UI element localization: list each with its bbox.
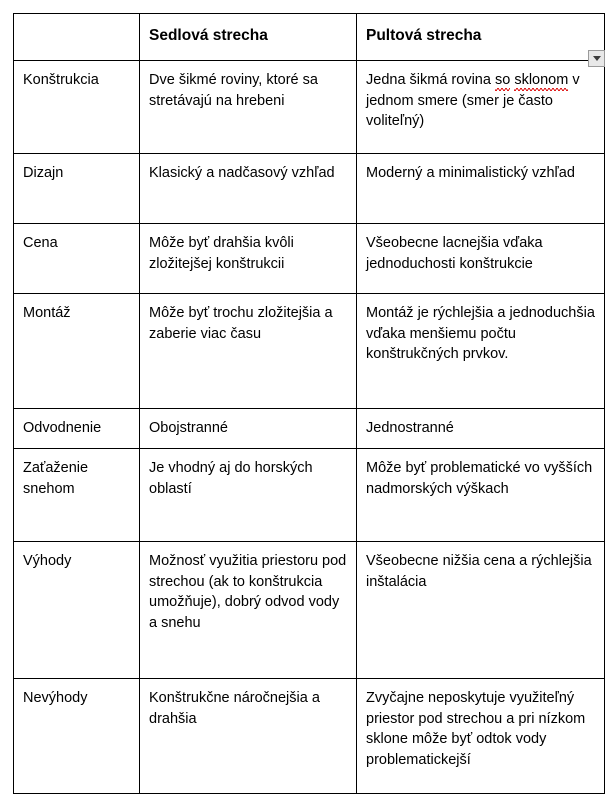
row-label-zatazenie-snehom: Zaťaženie snehom	[14, 449, 140, 542]
table-header-row	[14, 14, 605, 61]
cell-montaz-sedlova: Môže byť trochu zložitejšia a zaberie viac času	[140, 294, 357, 409]
row-label-vyhody: Výhody	[14, 542, 140, 679]
row-label-montaz: Montáž	[14, 294, 140, 409]
spellcheck-word-sklonom: sklonom	[514, 72, 569, 88]
cell-zatazenie-pultova: Môže byť problematické vo vyšších nadmorských výškach	[357, 449, 605, 542]
cell-vyhody-sedlova: Možnosť využitia priestoru pod strechou (ak to konštrukcia umožňuje), dobrý odvod vody a snehu	[140, 542, 357, 679]
table-row	[14, 61, 605, 154]
table-row	[14, 449, 605, 542]
row-label-konstrukcia: Konštrukcia	[14, 61, 140, 154]
cell-odvodnenie-sedlova: Obojstranné	[140, 409, 357, 449]
roof-comparison-table	[13, 13, 605, 794]
cell-nevyhody-pultova: Zvyčajne neposkytuje využiteľný priestor pod strechou a pri nízkom sklone môže byť odtok vody problematickejší	[357, 679, 605, 794]
cell-dizajn-pultova: Moderný a minimalistický vzhľad	[357, 154, 605, 224]
row-label-nevyhody: Nevýhody	[14, 679, 140, 794]
cell-nevyhody-sedlova: Konštrukčne náročnejšia a drahšia	[140, 679, 357, 794]
table-row	[14, 294, 605, 409]
table-row	[14, 154, 605, 224]
row-label-dizajn: Dizajn	[14, 154, 140, 224]
table-row	[14, 542, 605, 679]
cell-konstrukcia-sedlova: Dve šikmé roviny, ktoré sa stretávajú na hrebeni	[140, 61, 357, 154]
header-cell-pultova: Pultová strecha	[357, 14, 605, 61]
cell-zatazenie-sedlova: Je vhodný aj do horských oblastí	[140, 449, 357, 542]
caret-glyph	[593, 56, 601, 61]
cell-cena-sedlova: Môže byť drahšia kvôli zložitejšej konštrukcii	[140, 224, 357, 294]
text-fragment: Jedna šikmá rovina	[366, 72, 495, 88]
table-row	[14, 409, 605, 449]
chevron-down-icon[interactable]	[588, 50, 605, 67]
header-cell-sedlova: Sedlová strecha	[140, 14, 357, 61]
cell-odvodnenie-pultova: Jednostranné	[357, 409, 605, 449]
header-cell-empty	[14, 14, 140, 61]
cell-cena-pultova: Všeobecne lacnejšia vďaka jednoduchosti konštrukcie	[357, 224, 605, 294]
table-row	[14, 224, 605, 294]
cell-montaz-pultova: Montáž je rýchlejšia a jednoduchšia vďaka menšiemu počtu konštrukčných prvkov.	[357, 294, 605, 409]
cell-dizajn-sedlova: Klasický a nadčasový vzhľad	[140, 154, 357, 224]
cell-konstrukcia-pultova	[357, 61, 605, 154]
text-fragment: v jednom smere (smer je často voliteľný)	[366, 72, 580, 130]
table-row	[14, 679, 605, 794]
spellcheck-word-so: so	[494, 72, 511, 88]
row-label-cena: Cena	[14, 224, 140, 294]
row-label-odvodnenie: Odvodnenie	[14, 409, 140, 449]
cell-vyhody-pultova: Všeobecne nižšia cena a rýchlejšia inštalácia	[357, 542, 605, 679]
